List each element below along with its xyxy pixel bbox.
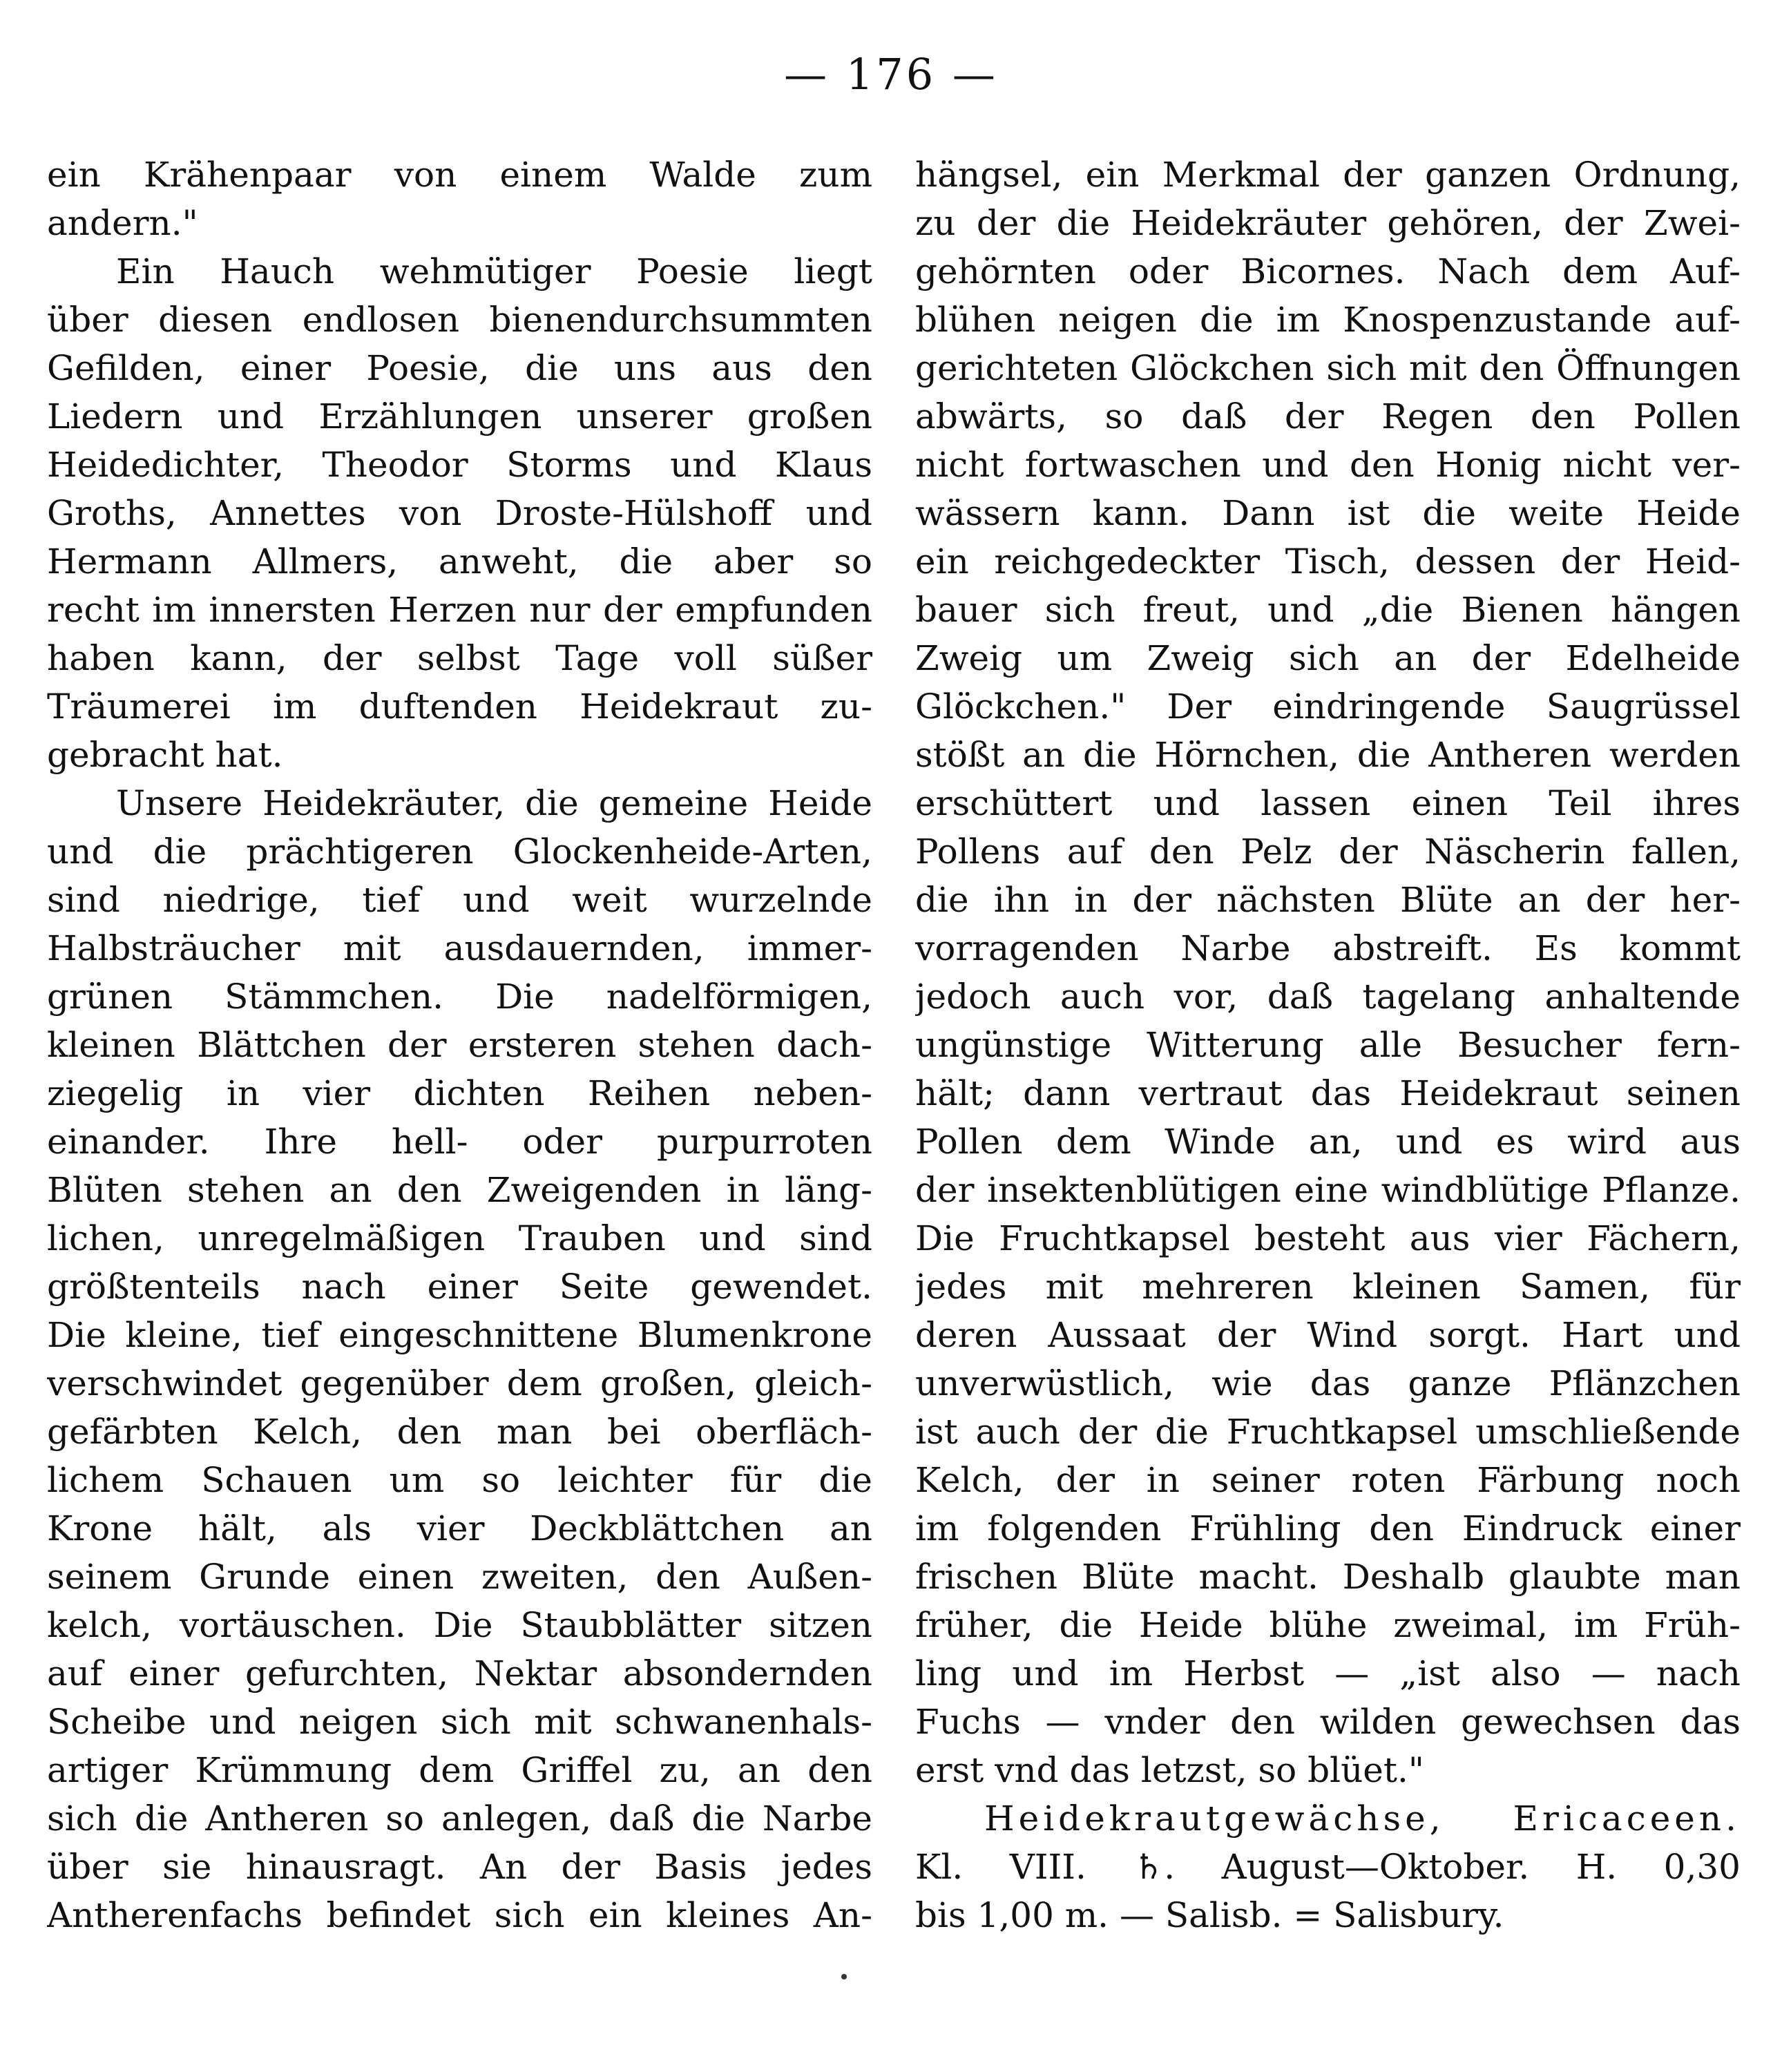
text-line: der insektenblütigen eine windblütige Pflanze.	[915, 1170, 1741, 1210]
text-line: Glöckchen." Der eindringende Saugrüssel	[915, 687, 1741, 727]
text-line: Kelch, der in seiner roten Färbung noch	[915, 1460, 1741, 1500]
text-line: auf einer gefurchten, Nektar absondernden	[47, 1653, 872, 1694]
text-line: größtenteils nach einer Seite gewendet.	[47, 1267, 872, 1307]
text-line: gerichteten Glöckchen sich mit den Öffnungen	[915, 348, 1741, 388]
text-line: Zweig um Zweig sich an der Edelheide	[915, 638, 1741, 678]
text-line: über sie hinausragt. An der Basis jedes	[47, 1847, 872, 1887]
text-line: ling und im Herbst — „ist also — nach	[915, 1653, 1741, 1694]
text-line: haben kann, der selbst Tage voll süßer	[47, 638, 872, 678]
text-line: lichem Schauen um so leichter für die	[47, 1460, 872, 1500]
text-line: ein Krähenpaar von einem Walde zum	[47, 155, 872, 195]
page-number: — 176 —	[784, 49, 998, 99]
text-line: Scheibe und neigen sich mit schwanenhals-	[47, 1702, 872, 1742]
text-line: erschüttert und lassen einen Teil ihres	[915, 783, 1741, 823]
text-line: Fuchs — vnder den wilden gewechsen das	[915, 1702, 1741, 1742]
text-line: und die prächtigeren Glockenheide-Arten,	[47, 832, 872, 872]
text-line: vorragenden Narbe abstreift. Es kommt	[915, 928, 1741, 968]
text-line: Träumerei im duftenden Heidekraut zu-	[47, 687, 872, 727]
text-line: unverwüstlich, wie das ganze Pflänzchen	[915, 1363, 1741, 1403]
text-line: kelch, vortäuschen. Die Staubblätter sitzen	[47, 1605, 872, 1645]
text-line: jedes mit mehreren kleinen Samen, für	[915, 1267, 1741, 1307]
text-line: im folgenden Frühling den Eindruck einer	[915, 1508, 1741, 1548]
print-speck	[841, 1974, 847, 1979]
text-line: Gefilden, einer Poesie, die uns aus den	[47, 348, 872, 388]
text-line: einander. Ihre hell- oder purpurroten	[47, 1122, 872, 1162]
text-line: Hermann Allmers, anweht, die aber so	[47, 541, 872, 582]
text-line: hält; dann vertraut das Heidekraut seinen	[915, 1073, 1741, 1113]
text-line: stößt an die Hörnchen, die Antheren werden	[915, 735, 1741, 775]
text-line: blühen neigen die im Knospenzustande auf-	[915, 300, 1741, 340]
text-line: artiger Krümmung dem Griffel zu, an den	[47, 1750, 872, 1790]
text-line: bauer sich freut, und „die Bienen hängen	[915, 590, 1741, 630]
text-line: Die kleine, tief eingeschnittene Blumenkrone	[47, 1315, 872, 1355]
text-line: Unsere Heidekräuter, die gemeine Heide	[116, 783, 872, 823]
text-line: Pollens auf den Pelz der Näscherin fallen,	[915, 832, 1741, 872]
text-line: recht im innersten Herzen nur der empfunden	[47, 590, 872, 630]
text-line: ziegelig in vier dichten Reihen neben-	[47, 1073, 872, 1113]
text-line: wässern kann. Dann ist die weite Heide	[915, 493, 1741, 533]
text-line: ungünstige Witterung alle Besucher fern-	[915, 1025, 1741, 1065]
text-line: sind niedrige, tief und weit wurzelnde	[47, 880, 872, 920]
text-line: Halbsträucher mit ausdauernden, immer-	[47, 928, 872, 968]
text-line: Kl. VIII. ♄. August—Oktober. H. 0,30	[915, 1847, 1741, 1887]
text-line: ist auch der die Fruchtkapsel umschließende	[915, 1412, 1741, 1452]
text-line: Heidedichter, Theodor Storms und Klaus	[47, 445, 872, 485]
text-line: früher, die Heide blühe zweimal, im Früh-	[915, 1605, 1741, 1645]
text-line: andern."	[47, 203, 198, 243]
text-line: zu der die Heidekräuter gehören, der Zwei-	[915, 203, 1741, 243]
text-line: die ihn in der nächsten Blüte an der her-	[915, 880, 1741, 920]
right-column	[915, 151, 1741, 1939]
text-line: lichen, unregelmäßigen Trauben und sind	[47, 1218, 872, 1258]
text-line: nicht fortwaschen und den Honig nicht ver-	[915, 445, 1741, 485]
text-line: sich die Antheren so anlegen, daß die Narbe	[47, 1798, 872, 1839]
text-line: jedoch auch vor, daß tagelang anhaltende	[915, 977, 1741, 1017]
text-line: Blüten stehen an den Zweigenden in läng-	[47, 1170, 872, 1210]
text-line: gehörnten oder Bicornes. Nach dem Auf-	[915, 251, 1741, 291]
text-line: Antherenfachs befindet sich ein kleines An-	[47, 1895, 872, 1935]
text-line: Die Fruchtkapsel besteht aus vier Fächern,	[915, 1218, 1741, 1258]
text-line: gefärbten Kelch, den man bei oberfläch-	[47, 1412, 872, 1452]
text-line: Liedern und Erzählungen unserer großen	[47, 396, 872, 437]
text-line: Krone hält, als vier Deckblättchen an	[47, 1508, 872, 1548]
text-line: Ein Hauch wehmütiger Poesie liegt	[116, 251, 872, 291]
text-line: bis 1,00 m. — Salisb. = Salisbury.	[915, 1895, 1504, 1935]
text-line: kleinen Blättchen der ersteren stehen dach-	[47, 1025, 872, 1065]
text-line: hängsel, ein Merkmal der ganzen Ordnung,	[915, 155, 1741, 195]
text-line: grünen Stämmchen. Die nadelförmigen,	[47, 977, 872, 1017]
text-line: Heidekrautgewächse, Ericaceen.	[984, 1798, 1741, 1839]
text-line: ein reichgedeckter Tisch, dessen der Heid-	[915, 541, 1741, 582]
text-line: Groths, Annettes von Droste-Hülshoff und	[47, 493, 872, 533]
text-line: erst vnd das letzst, so blüet."	[915, 1750, 1424, 1790]
text-line: Pollen dem Winde an, und es wird aus	[915, 1122, 1741, 1162]
text-line: deren Aussaat der Wind sorgt. Hart und	[915, 1315, 1741, 1355]
text-line: verschwindet gegenüber dem großen, gleich-	[47, 1363, 872, 1403]
text-line: abwärts, so daß der Regen den Pollen	[915, 396, 1741, 437]
text-line: gebracht hat.	[47, 735, 283, 775]
text-line: seinem Grunde einen zweiten, den Außen-	[47, 1557, 872, 1597]
left-column	[47, 151, 872, 1939]
text-line: frischen Blüte macht. Deshalb glaubte man	[915, 1557, 1741, 1597]
text-line: über diesen endlosen bienendurchsummten	[47, 300, 872, 340]
